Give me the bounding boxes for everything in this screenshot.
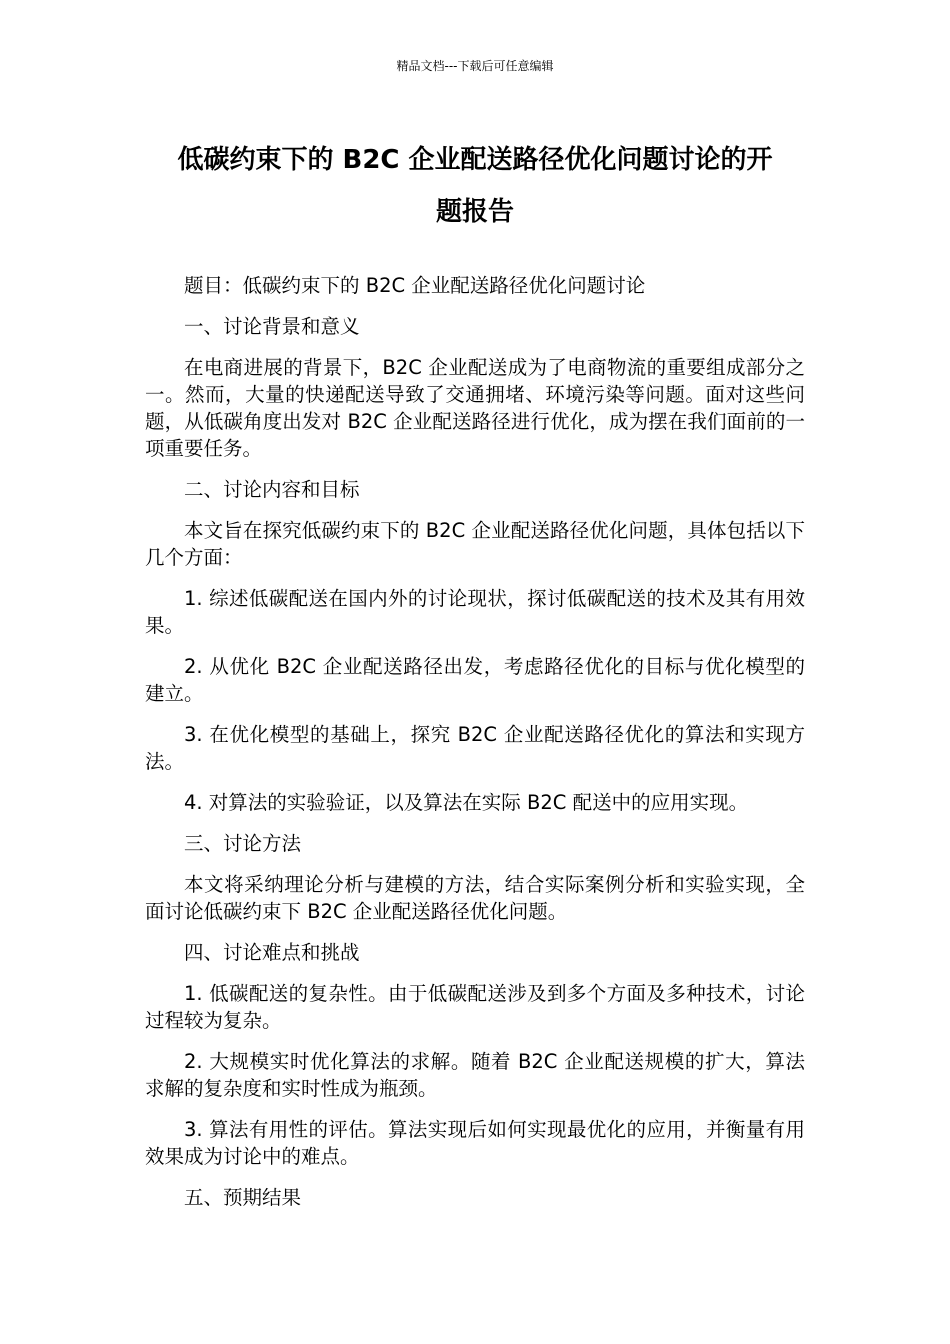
- challenge-item-2: 2. 大规模实时优化算法的求解。随着 B2C 企业配送规模的扩大，算法求解的复杂度和实时性成为瓶颈。: [145, 1050, 805, 1100]
- content-item-2: 2. 从优化 B2C 企业配送路径出发，考虑路径优化的目标与优化模型的建立。: [145, 655, 805, 705]
- content-item-1: 1. 综述低碳配送在国内外的讨论现状，探讨低碳配送的技术及其有用效果。: [145, 587, 805, 637]
- section-heading-background: 一、讨论背景和意义: [184, 315, 360, 338]
- method-paragraph: 本文将采纳理论分析与建模的方法，结合实际案例分析和实验实现，全面讨论低碳约束下 B2C 企业配送路径优化问题。: [145, 873, 805, 923]
- background-paragraph: 在电商进展的背景下，B2C 企业配送成为了电商物流的重要组成部分之一。然而，大量的快递配送导致了交通拥堵、环境污染等问题。面对这些问题，从低碳角度出发对 B2C 企业配送路径进行优化，成为摆在我们面前的一项重要任务。: [145, 356, 805, 460]
- document-body: [145, 272, 805, 1225]
- content-item-4: 4. 对算法的实验验证，以及算法在实际 B2C 配送中的应用实现。: [184, 791, 749, 814]
- section-heading-content: 二、讨论内容和目标: [184, 478, 360, 501]
- header-note: 精品文档---下载后可任意编辑: [396, 59, 554, 73]
- section-heading-challenges: 四、讨论难点和挑战: [184, 941, 360, 964]
- challenge-item-1: 1. 低碳配送的复杂性。由于低碳配送涉及到多个方面及多种技术，讨论过程较为复杂。: [145, 982, 805, 1032]
- challenge-item-3: 3. 算法有用性的评估。算法实现后如何实现最优化的应用，并衡量有用效果成为讨论中的难点。: [145, 1118, 805, 1168]
- title-line-2: 题报告: [435, 197, 514, 227]
- content-item-3: 3. 在优化模型的基础上，探究 B2C 企业配送路径优化的算法和实现方法。: [145, 723, 805, 773]
- topic-line: 题目：低碳约束下的 B2C 企业配送路径优化问题讨论: [184, 274, 646, 297]
- section-heading-results: 五、预期结果: [184, 1186, 302, 1209]
- document-title: [145, 134, 805, 238]
- section-heading-method: 三、讨论方法: [184, 832, 302, 855]
- content-intro-paragraph: 本文旨在探究低碳约束下的 B2C 企业配送路径优化问题，具体包括以下几个方面：: [145, 519, 805, 569]
- title-line-1: 低碳约束下的 B2C 企业配送路径优化问题讨论的开: [177, 145, 773, 175]
